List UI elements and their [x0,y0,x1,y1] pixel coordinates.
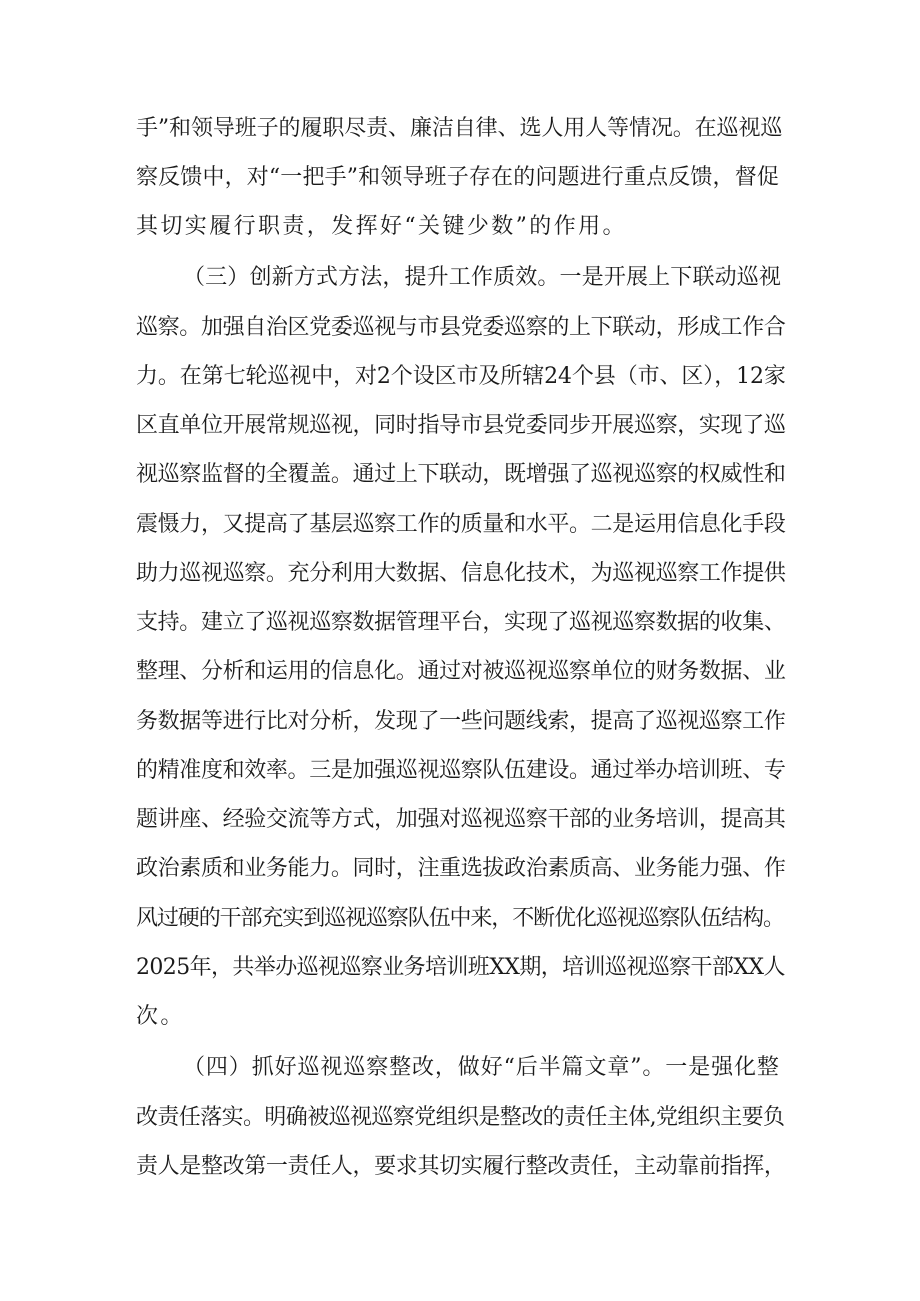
paragraph-line: 的精准度和效率。三是加强巡视巡察队伍建设。通过举办培训班、专 [136,758,786,783]
paragraph-line: 视巡察监督的全覆盖。通过上下联动，既增强了巡视巡察的权威性和 [136,462,786,487]
paragraph-line: 务数据等进行比对分析，发现了一些问题线索，提高了巡视巡察工作 [136,709,786,734]
paragraph-line: 手”和领导班子的履职尽责、廉洁自律、选人用人等情况。在巡视巡 [136,116,783,141]
paragraph-line: 责人是整改第一责任人，要求其切实履行整改责任，主动靠前指挥， [136,1154,786,1179]
paragraph-line: 整理、分析和运用的信息化。通过对被巡视巡察单位的财务数据、业 [136,659,786,684]
paragraph-line: 题讲座、经验交流等方式，加强对巡视巡察干部的业务培训，提高其 [136,807,786,832]
paragraph-line: 其切实履行职责，发挥好“关键少数”的作用。 [136,214,627,239]
paragraph-line: 助力巡视巡察。充分利用大数据、信息化技术，为巡视巡察工作提供 [136,561,786,586]
paragraph-line: 风过硬的干部充实到巡视巡察队伍中来，不断优化巡视巡察队伍结构。 [136,906,784,931]
paragraph-line: 力。在第七轮巡视中，对2个设区市及所辖24个县（市、区），12家 [136,364,786,389]
paragraph-line: 2025年，共举办巡视巡察业务培训班XX期，培训巡视巡察干部XX人 [136,955,785,980]
paragraph-line: 改责任落实。明确被巡视巡察党组织是整改的责任主体,党组织主要负 [136,1105,785,1130]
paragraph-line: 巡察。加强自治区党委巡视与市县党委巡察的上下联动，形成工作合 [136,315,786,340]
paragraph-line: （四）抓好巡视巡察整改，做好“后半篇文章”。一是强化整 [183,1055,780,1080]
paragraph-line: （三）创新方式方法，提升工作质效。一是开展上下联动巡视 [183,265,782,290]
paragraph-line: 次。 [136,1004,185,1029]
paragraph-line: 支持。建立了巡视巡察数据管理平台，实现了巡视巡察数据的收集、 [136,610,786,635]
paragraph-line: 政治素质和业务能力。同时，注重选拔政治素质高、业务能力强、作 [136,856,786,881]
paragraph-line: 区直单位开展常规巡视，同时指导市县党委同步开展巡察，实现了巡 [136,413,786,438]
paragraph-line: 察反馈中，对“一把手”和领导班子存在的问题进行重点反馈，督促 [136,165,779,190]
paragraph-line: 震慑力，又提高了基层巡察工作的质量和水平。二是运用信息化手段 [136,512,786,537]
